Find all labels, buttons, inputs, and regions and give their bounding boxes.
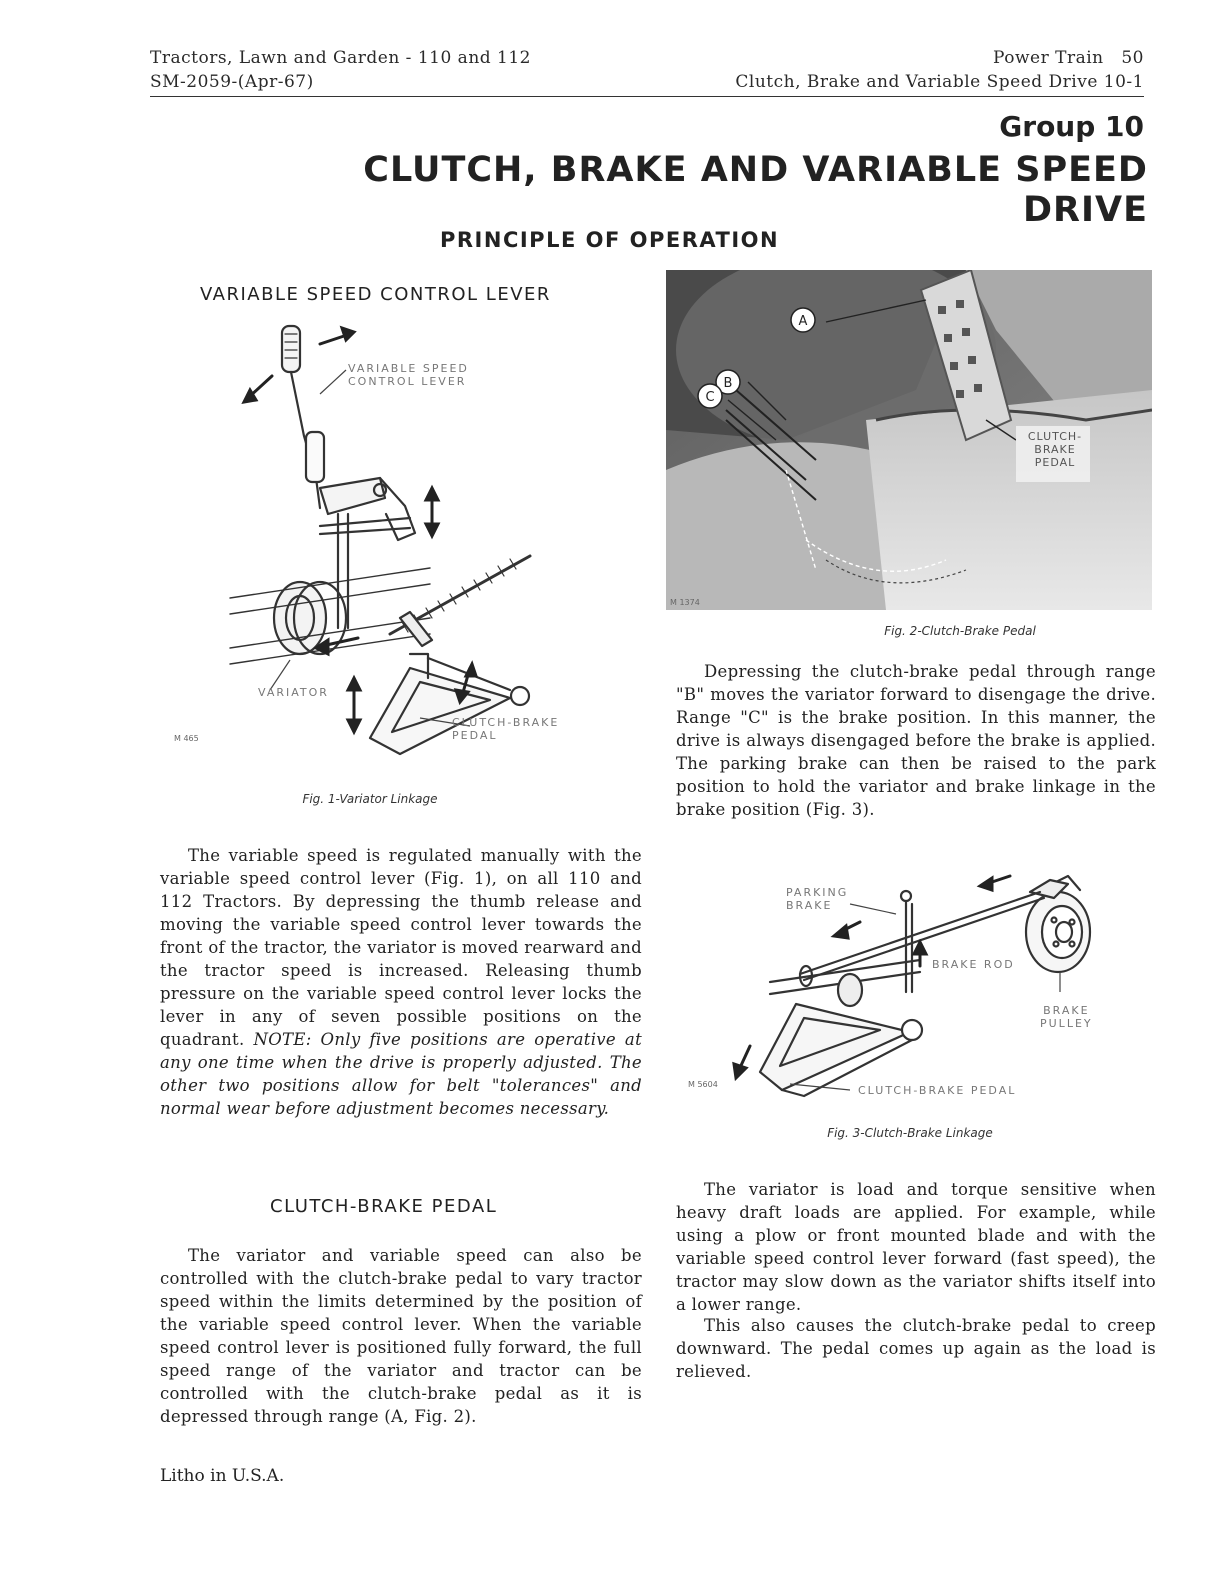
left-body-text	[160, 844, 642, 1120]
fig3-caption: Fig. 3-Clutch-Brake Linkage	[827, 1126, 993, 1140]
section-subtitle: PRINCIPLE OF OPERATION	[440, 228, 780, 252]
fig3-label-brake-rod: BRAKE ROD	[932, 958, 1015, 971]
marker-c: C	[705, 390, 715, 405]
fig1-label-pedal: CLUTCH-BRAKE PEDAL	[452, 716, 560, 742]
paragraph-range-b: Depressing the clutch-brake pedal through range "B" moves the variator forward to disengage the drive. Range "C" is the brake position. In this manner, the drive is always disengaged before the brake is applied. The parking brake can then be raised to the park position to hold the variator and brake linkage in the brake position (Fig. 3).	[676, 662, 1156, 819]
parking-brake-lever	[906, 902, 912, 992]
footer-litho: Litho in U.S.A.	[160, 1466, 285, 1486]
marker-b: B	[723, 376, 733, 391]
left-body-text-2	[160, 1244, 642, 1428]
fig2-caption: Fig. 2-Clutch-Brake Pedal	[884, 624, 1036, 638]
header-section-title: Power Train	[993, 48, 1104, 68]
fig2-ref: M 1374	[670, 598, 700, 607]
fig3-label-brake-pulley: BRAKE PULLEY	[1040, 1004, 1093, 1030]
section-heading-variable-speed: VARIABLE SPEED CONTROL LEVER	[200, 284, 551, 305]
header-rule	[150, 96, 1144, 97]
fig1-caption: Fig. 1-Variator Linkage	[302, 792, 438, 806]
fig3-label-parking-brake: PARKING BRAKE	[786, 886, 849, 912]
lever-grip	[282, 326, 300, 372]
right-body-text-3	[676, 1314, 1156, 1383]
fig2-label-pedal: CLUTCH- BRAKE PEDAL	[1027, 430, 1083, 469]
page-title: CLUTCH, BRAKE AND VARIABLE SPEED DRIVE	[363, 150, 1148, 230]
header-right-line1	[993, 48, 1144, 68]
fig3-label-pedal: CLUTCH-BRAKE PEDAL	[858, 1084, 1017, 1097]
right-body-text-2	[676, 1178, 1156, 1316]
figure-2-photo	[666, 270, 1152, 610]
header-left-line2: SM-2059-(Apr-67)	[150, 72, 314, 92]
note-text: NOTE: Only five positions are operative at any one time when the drive is properly adjusted. The other two positions allow for belt "tolerances" and normal wear before adjustment becomes necessary.	[160, 1030, 642, 1118]
variator-pulley	[274, 582, 326, 654]
header-left-line1: Tractors, Lawn and Garden - 110 and 112	[150, 48, 531, 68]
fig1-ref: M 465	[174, 734, 199, 743]
marker-a: A	[798, 314, 808, 329]
paragraph-variator-sensitive: The variator is load and torque sensitive when heavy draft loads are applied. For example, while using a plow or front mounted blade and with the variable speed control lever forward (fast speed), the tractor may slow down as the variator shifts itself into a lower range.	[676, 1180, 1156, 1314]
fig1-label-variator: VARIATOR	[258, 686, 329, 699]
paragraph-variable-speed: The variable speed is regulated manually with the variable speed control lever (Fig. 1), on all 110 and 112 Tractors. By depressing the thumb release and moving the variable speed control lever towards the front of the tractor, the variator is moved rearward and the tractor speed is increased. Releasing thumb pressure on the variable speed control lever locks the lever in any of seven possible positions on the quadrant.	[160, 846, 642, 1049]
section-heading-clutch-brake: CLUTCH-BRAKE PEDAL	[270, 1196, 498, 1217]
fig1-label-lever: VARIABLE SPEED CONTROL LEVER	[348, 362, 469, 388]
paragraph-pedal-creep: This also causes the clutch-brake pedal to creep downward. The pedal comes up again as the load is relieved.	[676, 1316, 1156, 1381]
group-title: Group 10	[999, 110, 1144, 143]
figure-3-clutch-brake-linkage	[700, 862, 1120, 1122]
fig3-ref: M 5604	[688, 1080, 718, 1089]
header-page-number: 50	[1121, 48, 1144, 68]
right-body-text	[676, 660, 1156, 821]
header-right-line2: Clutch, Brake and Variable Speed Drive 10-1	[735, 72, 1144, 92]
paragraph-clutch-brake: The variator and variable speed can also be controlled with the clutch-brake pedal to vary tractor speed within the limits determined by the position of the variable speed control lever. When the variable speed control lever is positioned fully forward, the full speed range of the variator and tractor can be controlled with the clutch-brake pedal as it is depressed through range (A, Fig. 2).	[160, 1246, 642, 1426]
